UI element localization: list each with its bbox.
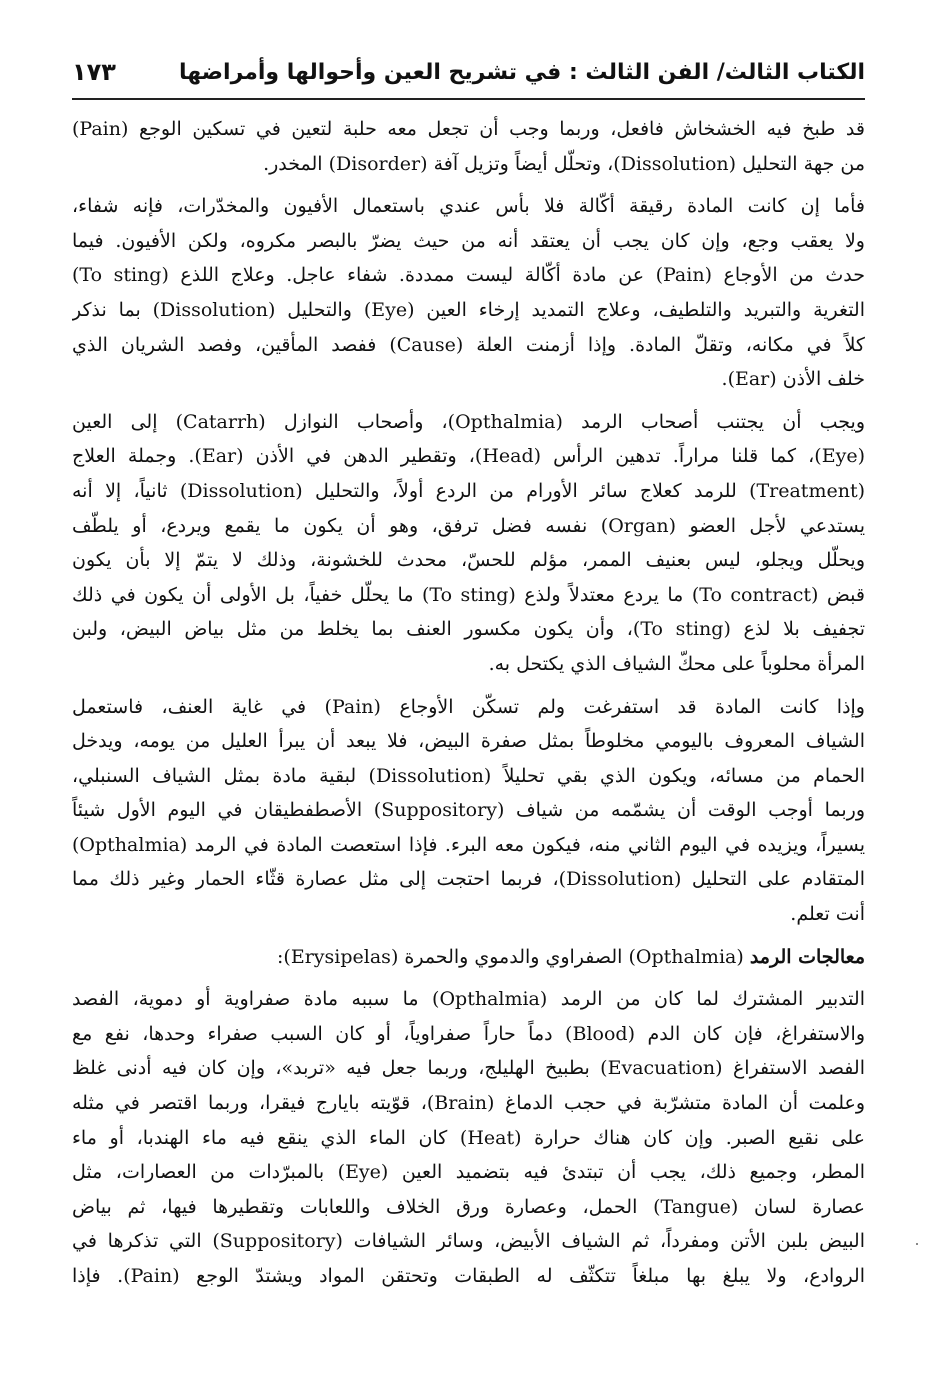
- text-line: وإذا كانت المادة قد استفرغت ولم تسكّن الأوجاع (Pain) في غاية العنف، فاستعمل: [72, 695, 865, 718]
- section-heading: [72, 940, 865, 975]
- text-line: المتقادم على التحليل (Dissolution)، فربما احتجت إلى مثل عصارة قثّاء الحمار وغير ذلك مما: [72, 868, 865, 891]
- text-line: وعلمت أن المادة متشرّبة في حجب الدماغ (Brain)، قوّيته بايارج فيقرا، وربما اقتصر في مثله: [72, 1092, 865, 1115]
- text-line: أنت تعلم.: [790, 903, 865, 926]
- paragraph: [72, 189, 865, 397]
- text-line: حدث من الأوجاع (Pain) عن مادة أكّالة ليست ممددة. شفاء عاجل. وعلاج اللذع (To sting): [72, 264, 865, 287]
- text-line: خلف الأذن (Ear).: [721, 368, 865, 391]
- text-line: (Treatment) للرمد كعلاج سائر الأورام من الردع أولاً، والتحليل (Dissolution) ثانياً، إلا أنه: [72, 479, 865, 502]
- text-line: الفصد الاستفراغ (Evacuation) بطبيخ الهليلج، وربما جعل فيه «تربد»، وإن كان فيه أدنى غلظ: [72, 1057, 865, 1080]
- text-line: المطر، وجميع ذلك، يجب أن تبتدئ فيه بتضميد العين (Eye) بالمبرّدات من العصارات، مثل: [72, 1161, 865, 1184]
- paragraph: [72, 982, 865, 1293]
- text-line: البيض بلبن الأتن ومفرداً، ثم الشياف الأبيض، وسائر الشيافات (Suppository) التي تذكرها في: [72, 1230, 865, 1253]
- text-line: التغرية والتبريد والتلطيف، وعلاج التمديد إرخاء العين (Eye) والتحليل (Dissolution) بما نذكر: [72, 298, 865, 321]
- text-line: التدبير المشترك لما كان من الرمد (Opthalmia) ما سببه مادة صفراوية أو دموية، الفصد: [72, 988, 865, 1011]
- section-heading-bold: معالجات الرمد: [749, 945, 865, 968]
- page-header: [72, 52, 865, 92]
- text-line: يسيراً، ويزيده في اليوم الثاني منه، فيكون معه البرء. فإذا استعصت المادة في الرمد (Opthalmia): [72, 833, 865, 856]
- text-line: وربما أوجب الوقت أن يشمّمه من شياف (Suppository) الأصطفطيقان في اليوم الأول شيئاً: [72, 799, 865, 822]
- text-line: والاستفراغ، فإن كان الدم (Blood) دماً حاراً صفراوياً، أو كان السبب صفراء وحدها، نفع مع: [72, 1022, 865, 1045]
- text-line: عصارة لسان (Tangue) الحمل، وعصارة ورق الخلاف واللعابات وتقطيرها فيها، ثم بياض: [72, 1195, 865, 1218]
- text-line: المرأة محلوباً على محكّ الشياف الذي يكتحل به.: [488, 652, 865, 675]
- text-line: ولا يعقب وجع، وإن كان يجب أن يعتقد أنه من حيث يضرّ بالبصر مكروه، ولكن الأفيون. فيما: [72, 229, 865, 252]
- running-title: الكتاب الثالث/ الفن الثالث : في تشريح العين وأحوالها وأمراضها: [179, 59, 865, 85]
- text-line: الحمام من مسائه، ويكون الذي بقي تحليلاً (Dissolution) لبقية مادة بمثل الشياف السنبلي،: [72, 764, 865, 787]
- paragraph: [72, 690, 865, 932]
- page-number: ١٧٣: [72, 58, 116, 86]
- text-line: كلاً في مكانه، وتقلّ المادة. وإذا أزمنت العلة (Cause) ففصد المأقين، وفصد الشريان الذي: [72, 333, 865, 356]
- text-line: على نقيع الصبر. وإن كان هناك حرارة (Heat) كان الماء الذي ينقع فيه ماء الهندبا، أو ماء: [72, 1126, 865, 1149]
- text-line: الشياف المعروف باليومي مخلوطاً بمثل صفرة البيض، فلا يبعد أن يبرأ العليل من يومه، ويدخل: [72, 730, 865, 753]
- text-line: ويحلّل ويجلو، ليس بعنيف الممر، مؤلم للحسّ، محدث للخشونة، وذلك لا يتمّ إلا بأن يكون: [72, 549, 865, 572]
- text-line: ويجب أن يجتنب أصحاب الرمد (Opthalmia)، وأصحاب النوازل (Catarrh) إلى العين: [72, 410, 865, 433]
- text-line: تجفيف بلا لذع (To sting)، وأن يكون مكسور العنف بما يخلط من مثل بياض البيض، ولبن: [72, 618, 865, 641]
- text-line: الروادع، ولا يبلغ بها مبلغاً تتكثّف له الطبقات وتحتقن المواد ويشتدّ الوجع (Pain). فإذا: [72, 1265, 865, 1287]
- section-heading-rest: (Opthalmia) الصفراوي والدموي والحمرة (Erysipelas):: [277, 945, 744, 968]
- text-line: قد طبخ فيه الخشخاش فافعل، وربما وجب أن تجعل معه حلبة لتعين في تسكين الوجع (Pain): [72, 118, 865, 140]
- paragraph: [72, 405, 865, 682]
- margin-speck: [916, 1243, 918, 1245]
- text-line: فأما إن كانت المادة رقيقة أكّالة فلا بأس عندي باستعمال الأفيون والمخدّرات، فإنه شفاء،: [72, 195, 865, 218]
- text-line: قبض (To contract) ما يردع معتدلاً ولذع (To sting) ما يحلّل خفياً، بل الأولى أن يكون في ذلك: [72, 583, 865, 606]
- text-line: من جهة التحليل (Dissolution)، وتحلّل أيضاً وتزيل آفة (Disorder) المخدر.: [263, 152, 865, 175]
- text-line: يستدعي لأجل العضو (Organ) نفسه فضل ترفق، وهو أن يكون ما يقمع ويردع، أو يلطّف: [72, 514, 865, 537]
- paragraph: [72, 112, 865, 181]
- page-body: [72, 112, 865, 1294]
- text-line: (Eye)، كما قلنا مراراً. تدهين الرأس (Head)، وتقطير الدهن في الأذن (Ear). وجملة العلاج: [72, 445, 865, 468]
- header-rule: [72, 98, 865, 100]
